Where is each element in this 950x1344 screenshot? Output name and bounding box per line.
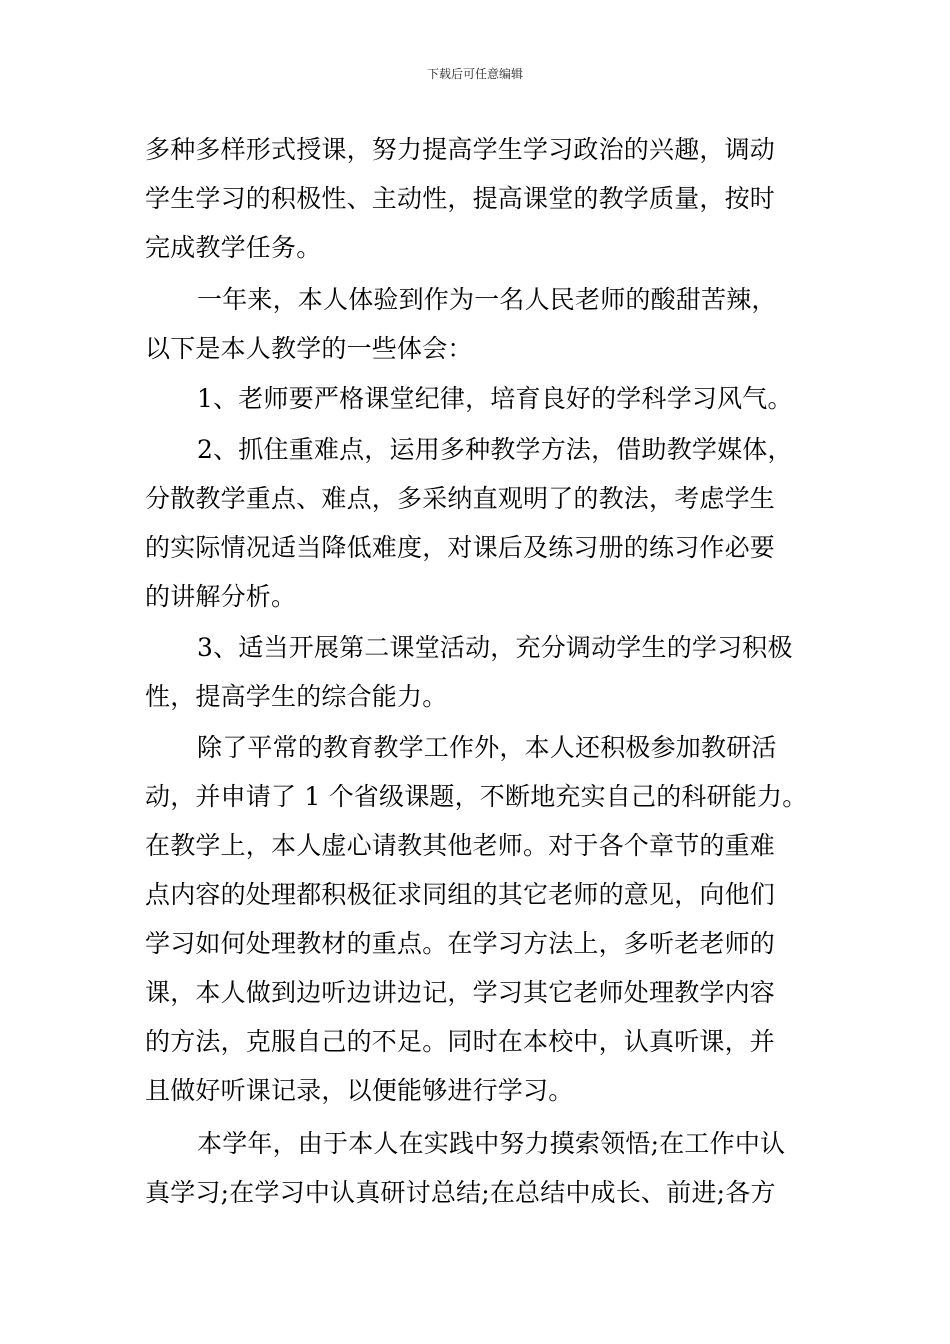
text-line: 的实际情况适当降低难度，对课后及练习册的练习作必要: [145, 533, 776, 562]
text-line: 且做好听课记录，以便能够进行学习。: [145, 1076, 574, 1105]
text-line: 动，并申请了 1 个省级课题，不断地充实自己的科研能力。: [145, 782, 808, 811]
text-line: 除了平常的教育教学工作外，本人还积极参加教研活: [197, 733, 777, 762]
text-line: 多种多样形式授课，努力提高学生学习政治的兴趣，调动: [145, 135, 776, 164]
text-line: 课，本人做到边听边讲边记，学习其它老师处理教学内容: [145, 978, 776, 1007]
text-line: 真学习;在学习中认真研讨总结;在总结中成长、前进;各方: [145, 1178, 776, 1207]
text-line: 2、抓住重难点，运用多种教学方法，借助教学媒体，: [197, 435, 793, 464]
text-line: 以下是本人教学的一些体会：: [145, 334, 473, 363]
text-line: 学生学习的积极性、主动性，提高课堂的教学质量，按时: [145, 184, 776, 213]
text-line: 1、老师要严格课堂纪律，培育良好的学科学习风气。: [197, 384, 793, 413]
text-line: 点内容的处理都积极征求同组的其它老师的意见，向他们: [145, 880, 776, 909]
text-line: 3、适当开展第二课堂活动，充分调动学生的学习积极: [197, 633, 793, 662]
text-line: 分散教学重点、难点，多采纳直观明了的教法，考虑学生: [145, 484, 776, 513]
text-line: 的讲解分析。: [145, 582, 297, 611]
text-line: 性，提高学生的综合能力。: [145, 682, 448, 711]
text-line: 一年来，本人体验到作为一名人民老师的酸甜苦辣，: [197, 285, 777, 314]
text-line: 完成教学任务。: [145, 233, 322, 262]
text-line: 学习如何处理教材的重点。在学习方法上，多听老老师的: [145, 929, 776, 958]
text-line: 本学年，由于本人在实践中努力摸索领悟;在工作中认: [197, 1129, 786, 1158]
text-line: 在教学上，本人虚心请教其他老师。对于各个章节的重难: [145, 831, 776, 860]
text-line: 的方法，克服自己的不足。同时在本校中，认真听课，并: [145, 1027, 776, 1056]
page-header: 下载后可任意编辑: [426, 67, 523, 81]
